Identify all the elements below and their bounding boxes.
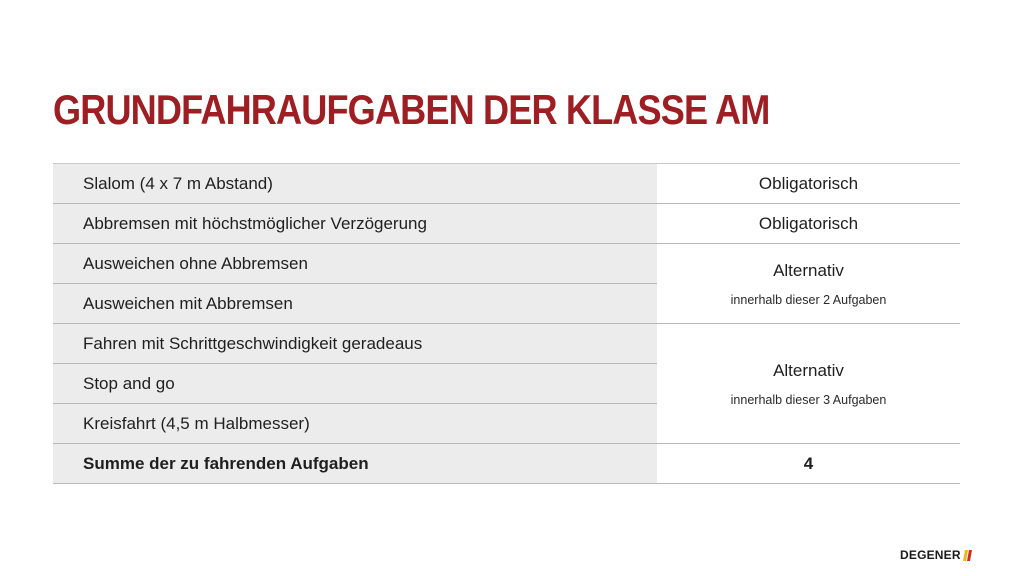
status-text: Obligatorisch <box>758 213 859 233</box>
task-cell: Ausweichen mit Abbremsen <box>53 284 657 324</box>
tasks-table <box>53 163 960 484</box>
task-cell: Ausweichen ohne Abbremsen <box>53 244 657 284</box>
total-label-cell: Summe der zu fahrenden Aufgaben <box>53 444 657 484</box>
total-value-cell <box>657 444 960 484</box>
total-value: 4 <box>803 453 814 473</box>
status-text: Obligatorisch <box>758 173 859 193</box>
table-body <box>53 164 960 484</box>
task-column <box>53 164 657 484</box>
group-sub-label: innerhalb dieser 3 Aufgaben <box>730 392 887 407</box>
group-label: Alternativ <box>773 360 844 380</box>
group-label: Alternativ <box>773 260 844 280</box>
status-column <box>657 164 960 484</box>
group-cell <box>657 244 960 324</box>
task-cell: Abbremsen mit höchstmöglicher Verzögerung <box>53 204 657 244</box>
logo-flag-icon <box>963 550 972 561</box>
task-cell: Kreisfahrt (4,5 m Halbmesser) <box>53 404 657 444</box>
task-cell: Fahren mit Schrittgeschwindigkeit geradeaus <box>53 324 657 364</box>
status-cell <box>657 164 960 204</box>
page-title: GRUNDFAHRAUFGABEN DER KLASSE AM <box>53 86 770 133</box>
group-cell <box>657 324 960 444</box>
group-sub-label: innerhalb dieser 2 Aufgaben <box>730 292 887 307</box>
status-cell <box>657 204 960 244</box>
task-cell: Slalom (4 x 7 m Abstand) <box>53 164 657 204</box>
logo-text: DEGENER <box>900 548 961 562</box>
degener-logo <box>900 548 972 562</box>
task-cell: Stop and go <box>53 364 657 404</box>
